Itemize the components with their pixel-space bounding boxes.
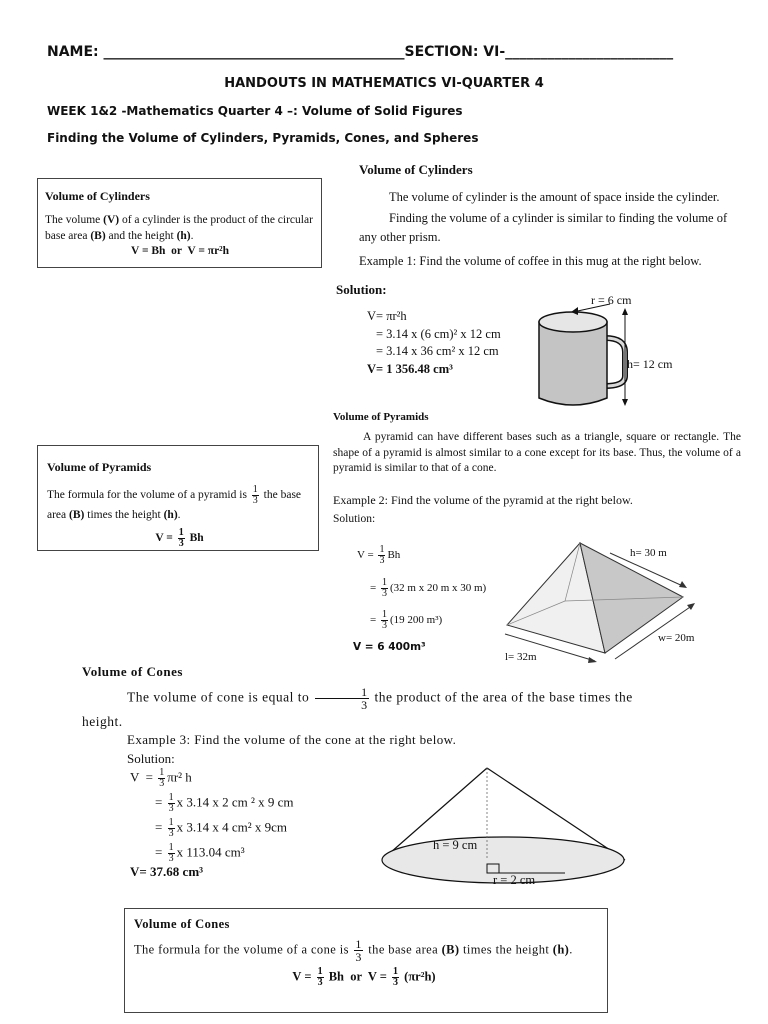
cylinder-box-var-b: (B)	[90, 230, 106, 242]
cylinders-title: Volume of Cylinders	[359, 162, 473, 177]
cones-para-b: the product of the area of the base times the height.	[82, 689, 633, 729]
fraction-numerator: 1	[315, 686, 369, 699]
fraction-denominator: 3	[178, 538, 184, 549]
pyramid-box-formula-b: Bh	[186, 532, 204, 545]
mug-body	[539, 322, 607, 405]
cone-box-text-b: the base area	[364, 942, 442, 957]
cones-step-3: = $\frac{1}{3}$ x 3.14 x 4 cm² x 9cm	[155, 817, 288, 839]
cone-box-text	[134, 938, 594, 963]
cones-para-fraction	[315, 686, 369, 711]
cylinders-para1: The volume of cylinder is the amount of space inside the cylinder.	[389, 190, 720, 204]
fraction-denominator: 3	[361, 698, 368, 712]
mug-diagram	[525, 290, 685, 415]
fraction-numerator: 1	[393, 966, 399, 977]
cone-box-text-a: The formula for the volume of a cone is	[134, 942, 353, 957]
pyramid-box-var-b: (B)	[69, 509, 85, 521]
pyramids-solution-label: Solution:	[333, 513, 376, 525]
name-label: NAME: ___________________________________________	[47, 44, 405, 60]
name-line	[47, 44, 673, 60]
cones-step-2: = $\frac{1}{3}$ x 3.14 x 2 cm ² x 9 cm	[155, 792, 294, 814]
fraction-numerator: 1	[379, 544, 385, 555]
cones-example: Example 3: Find the volume of the cone at the right below.	[127, 732, 457, 747]
cone-h-label: h = 9 cm	[433, 838, 478, 852]
pyramid-box-text-d: .	[177, 509, 181, 521]
cones-step-3-fraction	[168, 818, 175, 839]
cones-step-3-text: x 3.14 x 4 cm² x 9cm	[176, 819, 288, 835]
pyramid-width-arrowhead	[687, 603, 695, 610]
pyramids-step-1-b: Bh	[387, 549, 401, 562]
cylinder-box-var-v: (V)	[103, 214, 120, 226]
fraction-denominator: 3	[159, 778, 165, 789]
cone-box-formula-fraction-2	[392, 967, 399, 988]
pyramids-step-1-a: V =	[357, 549, 377, 562]
mug-height-label: h= 12 cm	[627, 357, 673, 371]
fraction-numerator: 1	[381, 577, 387, 588]
cone-box-text-d: .	[569, 942, 573, 957]
fraction-denominator: 3	[168, 853, 174, 864]
pyramids-step-3-fraction	[381, 610, 388, 631]
pyramids-para: A pyramid can have different bases such as a triangle, square or rectangle. The shape of a pyramid is almost similar to a cone except for its base. Thus, the volume of a pyramid is similar to that of a cone.	[333, 431, 741, 474]
cone-box-text-c: times the height	[459, 942, 553, 957]
cones-para	[82, 686, 672, 733]
pyramids-step-2-fraction	[381, 578, 388, 599]
cylinders-solution-label: Solution:	[336, 282, 387, 297]
pyramid-box-text	[47, 485, 312, 524]
cylinder-box-text-c: and the height	[105, 230, 177, 242]
fraction-denominator: 3	[317, 977, 323, 988]
cones-step-4-fraction	[168, 843, 175, 864]
cones-step-1: V = $\frac{1}{3}$ πr² h	[130, 767, 192, 789]
fraction-numerator: 1	[168, 817, 174, 828]
cone-box-formula	[134, 967, 594, 988]
pyramid-diagram	[495, 535, 700, 665]
height-arrow-top	[622, 308, 628, 315]
pyramid-h-label: h= 30 m	[630, 547, 667, 559]
pyramids-step-2: = $\frac{1}{3}$ (32 m x 20 m x 30 m)	[370, 577, 487, 599]
fraction-denominator: 3	[168, 803, 174, 814]
pyramids-step-3: = $\frac{1}{3}$ (19 200 m³)	[370, 609, 443, 631]
pyramid-formula-box	[37, 445, 319, 551]
cylinders-step-3: = 3.14 x 36 cm² x 12 cm	[376, 344, 499, 358]
pyramid-l-label: l= 32m	[505, 651, 537, 663]
cylinder-box-text-a: The volume	[45, 214, 104, 226]
mug-rim	[539, 312, 607, 332]
cylinders-para2: Finding the volume of a cylinder is similar to finding the volume of any other prism.	[359, 211, 728, 244]
pyramid-box-text-a: The formula for the volume of a pyramid is	[47, 489, 250, 502]
cylinders-step-1: V= πr²h	[367, 309, 407, 323]
pyramid-box-text-b: the base area	[47, 489, 302, 521]
fraction-numerator: 1	[168, 792, 174, 803]
fraction-denominator: 3	[393, 977, 399, 988]
fraction-numerator: 1	[355, 937, 362, 951]
fraction-numerator: 1	[381, 609, 387, 620]
pyramid-box-formula	[47, 528, 312, 549]
cone-box-formula-c: (πr²h)	[401, 969, 436, 984]
cylinder-box-formula: V = Bh or V = πr²h	[130, 245, 230, 257]
cone-r-label: r = 2 cm	[493, 873, 536, 887]
cone-box-var-b: (B)	[441, 942, 460, 957]
cylinder-box-title: Volume of Cylinders	[45, 189, 150, 203]
cylinder-box-text-d: .	[190, 230, 194, 242]
mug-radius-label: r = 6 cm	[591, 293, 632, 307]
cones-step-4: = $\frac{1}{3}$ x 113.04 cm³	[155, 842, 245, 864]
week-line: WEEK 1&2 -Mathematics Quarter 4 –: Volume of Solid Figures	[47, 104, 463, 118]
cylinder-box-text	[45, 212, 315, 244]
pyramids-answer: V = 6 400m³	[353, 641, 426, 653]
cylinder-formula-box	[37, 178, 322, 268]
fraction-denominator: 3	[381, 620, 387, 631]
page-subtitle: Finding the Volume of Cylinders, Pyramids, Cones, and Spheres	[47, 131, 479, 145]
fraction-denominator: 3	[379, 555, 385, 566]
pyramids-title: Volume of Pyramids	[333, 411, 429, 423]
cone-box-formula-fraction-1	[317, 967, 324, 988]
pyramid-box-text-c: times the height	[84, 509, 164, 521]
fraction-numerator: 1	[159, 767, 165, 778]
pyramids-step-1	[357, 545, 400, 566]
fraction-numerator: 1	[252, 484, 258, 495]
cones-step-1-fraction	[158, 768, 165, 789]
pyramids-example: Example 2: Find the volume of the pyramid at the right below.	[333, 493, 633, 507]
cylinders-example: Example 1: Find the volume of coffee in this mug at the right below.	[359, 254, 702, 268]
cones-title: Volume of Cones	[82, 664, 183, 679]
pyramids-step-1-fraction	[378, 545, 385, 566]
fraction-numerator: 1	[317, 966, 323, 977]
cone-box-formula-b: Bh or V =	[325, 969, 391, 984]
pyramid-box-formula-a: V =	[155, 532, 176, 545]
cone-box-fraction	[354, 938, 362, 963]
cylinders-step-2: = 3.14 x (6 cm)² x 12 cm	[376, 327, 501, 341]
cylinder-box-text-b: of a cylinder is the product of the circular base area	[45, 214, 313, 242]
pyramids-step-2-text: (32 m x 20 m x 30 m)	[389, 582, 487, 595]
cylinders-answer: V= 1 356.48 cm³	[367, 362, 453, 376]
cone-formula-box	[124, 908, 608, 1013]
cone-box-title: Volume of Cones	[134, 917, 230, 931]
fraction-denominator: 3	[355, 950, 362, 964]
cones-step-4-text: x 113.04 cm³	[176, 844, 245, 860]
fraction-numerator: 1	[168, 842, 174, 853]
cones-step-2-text: x 3.14 x 2 cm ² x 9 cm	[176, 794, 294, 810]
pyramid-length-arrowhead	[588, 657, 597, 663]
fraction-denominator: 3	[252, 495, 258, 506]
cones-para-a: The volume of cone is equal to	[127, 689, 314, 705]
pyramid-box-var-h: (h)	[163, 509, 178, 521]
fraction-numerator: 1	[178, 527, 184, 538]
cones-step-1-text: πr² h	[167, 769, 192, 785]
pyramid-box-formula-fraction	[178, 528, 185, 549]
fraction-denominator: 3	[168, 828, 174, 839]
pyramids-step-3-text: (19 200 m³)	[389, 614, 443, 627]
cone-box-formula-a: V =	[292, 969, 315, 984]
cylinder-box-var-h: (h)	[176, 230, 191, 242]
height-arrow-bottom	[622, 399, 628, 406]
page-title: HANDOUTS IN MATHEMATICS VI-QUARTER 4	[224, 76, 544, 91]
cone-box-var-h: (h)	[552, 942, 570, 957]
cones-solution-label: Solution:	[127, 751, 175, 766]
pyramid-box-title: Volume of Pyramids	[47, 460, 152, 474]
pyramid-box-fraction	[252, 485, 259, 506]
fraction-denominator: 3	[381, 588, 387, 599]
cones-step-2-fraction	[168, 793, 175, 814]
section-label: SECTION: VI-________________________	[404, 44, 674, 60]
cones-answer: V= 37.68 cm³	[130, 864, 204, 879]
pyramid-w-label: w= 20m	[658, 632, 695, 644]
